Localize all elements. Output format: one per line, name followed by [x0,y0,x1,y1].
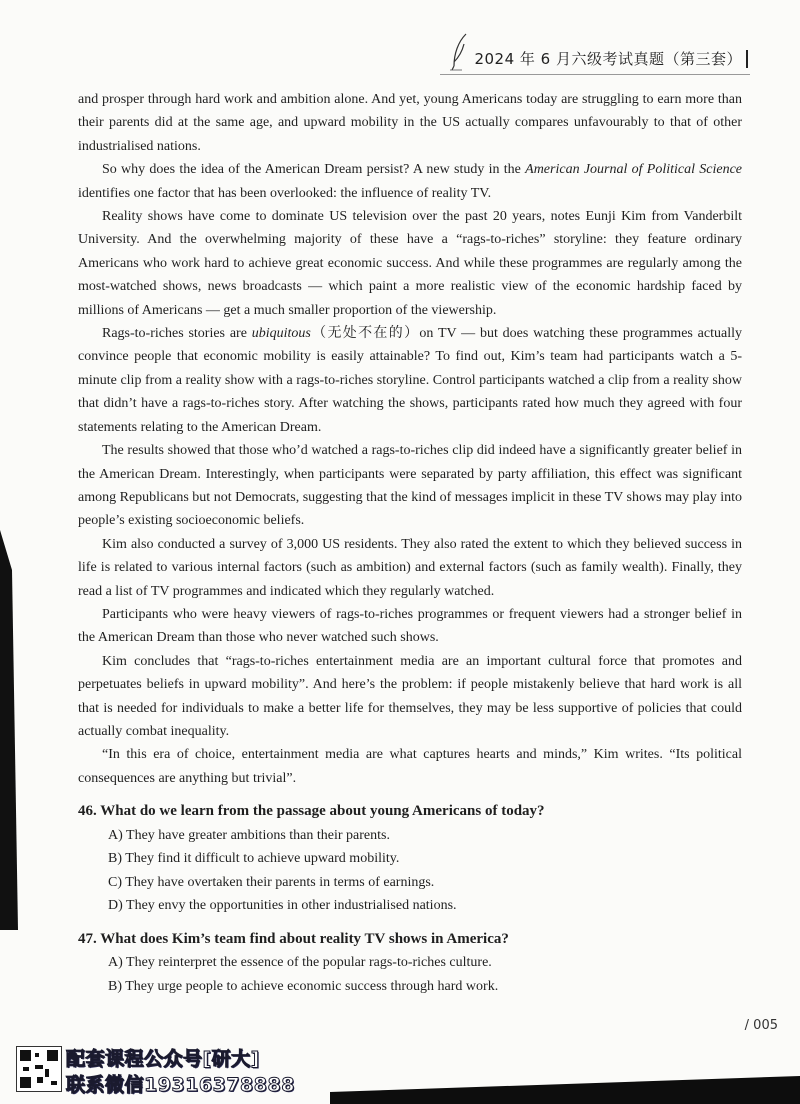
option-47-a[interactable]: A) They reinterpret the essence of the popular rags-to-riches culture. [108,955,492,970]
passage-paragraph: Participants who were heavy viewers of rags-to-riches programmes or frequent viewers had a stronger belief in the American Dream than those who never watched such shows. [78,606,742,646]
book-spine-shadow [0,530,40,930]
vocab-word: ubiquitous [251,326,311,342]
option-46-d[interactable]: D) They envy the opportunities in other industrialised nations. [108,898,457,914]
page-header-title: 2024 年 6 月六级考试真题（第三套） [474,50,742,68]
passage-paragraph: The results showed that those who’d watched a rags-to-riches clip did indeed have a significantly greater belief in the American Dream. Interestingly, when participants were separated by party affiliation, this effect was significant among Republicans but not Democrats, suggesting that the kind of messages implicit in these TV shows may play into people’s existing socioeconomic beliefs. [78,443,743,529]
header-rule [440,74,750,75]
page-number: / 005 [744,1018,778,1033]
passage-paragraph: Kim also conducted a survey of 3,000 US residents. They also rated the extent to which they believed success in life is related to various internal factors (such as ambition) and external factors (such as family wealth). Finally, they read a list of TV programmes and indicated which they regularly watched. [78,536,742,599]
passage-paragraph: and prosper through hard work and ambition alone. And yet, young Americans today are struggling to earn more than their parents did at the same age, and upward mobility in the US actually compares unfavourably to that of other industrialised nations. [78,92,742,154]
passage-paragraph: Reality shows have come to dominate US television over the past 20 years, notes Eunji Kim from Vanderbilt University. And the overwhelming majority of these have a “rags-to-riches” storyline: they feature ordinary Americans who work hard to achieve great economic success. And while these programmes are regularly among the most-watched shows, news broadcasts — which paint a more realistic view of the economic hardship faced by millions of Americans — get a much smaller proportion of the viewership. [78,209,742,318]
option-46-c[interactable]: C) They have overtaken their parents in terms of earnings. [108,874,435,890]
quill-pen-icon [448,32,472,72]
header-divider [746,50,748,68]
option-47-b[interactable]: B) They urge people to achieve economic success through hard work. [108,978,499,994]
promo-text-wechat-account: 配套课程公众号[研大] [66,1048,260,1070]
qr-code-icon [16,1046,62,1092]
page-bottom-shadow [330,1062,800,1104]
passage-and-questions [78,88,742,998]
passage-paragraph: Kim concludes that “rags-to-riches entertainment media are an important cultural force that promotes and perpetuates beliefs in upward mobility”. And here’s the problem: if people mistakenly believe that hard work is all that is needed for individuals to make a better life for themselves, they may be less supportive of policies that could actually combat inequality. [78,653,742,739]
passage-paragraph: Rags-to-riches stories are ubiquitous（无处不在的）on TV — but does watching these programmes actually convince people that economic mobility is easily attainable? To find out, Kim’s team had participants watch a 5-minute clip from a reality show with a rags-to-riches storyline. Control participants watched a clip from a reality show that didn’t have a rags-to-riches story. After watching the shows, participants rated how much they agreed with four statements relating to the American Dream. [78,326,742,435]
option-46-b[interactable]: B) They find it difficult to achieve upward mobility. [108,851,400,867]
question-46: 46. What do we learn from the passage about young Americans of today? [78,803,545,820]
passage-paragraph: “In this era of choice, entertainment media are what captures hearts and minds,” Kim writes. “Its political consequences are anything but trivial”. [78,747,742,786]
passage-paragraph: So why does the idea of the American Dream persist? A new study in the American Journal of Political Science identifies one factor that has been overlooked: the influence of reality TV. [78,162,743,201]
option-46-a[interactable]: A) They have greater ambitions than their parents. [108,827,390,843]
question-47: 47. What does Kim’s team find about reality TV shows in America? [78,930,509,947]
journal-title: American Journal of Political Science [525,162,743,178]
promo-text-contact: 联系微信19316378888 [66,1074,295,1096]
